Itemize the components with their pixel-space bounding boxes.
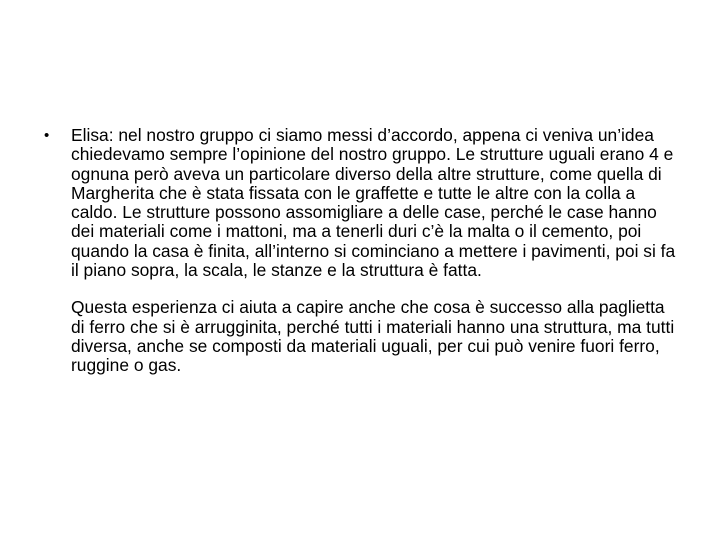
bullet-item <box>44 126 680 280</box>
bullet-icon: • <box>44 127 50 144</box>
paragraph-2: Questa esperienza ci aiuta a capire anche che cosa è successo alla paglietta di ferro che si è arrugginita, perché tutti i materiali hanno una struttura, ma tutti diversa, anche se composti da materiali uguali, per cui può venire fuori ferro, ruggine o gas. <box>71 297 675 376</box>
paragraph-1 <box>71 126 680 280</box>
speaker-separator: : <box>108 125 114 145</box>
speaker-name: Elisa <box>71 125 109 145</box>
slide-body <box>44 126 680 376</box>
paragraph-1-text: nel nostro gruppo ci siamo messi d’accordo, appena ci veniva un’idea chiedevamo sempre l’opinione del nostro gruppo. Le strutture uguali erano 4 e ognuna però aveva un particolare diverso della altre strutture, come quella di Margherita che è stata fissata con le graffette e tutte le altre con la colla a caldo. Le strutture possono assomigliare a delle case, perché le case hanno dei materiali come i mattoni, ma a tenerli duri c’è la malta o il cemento, poi quando la casa è finita, all’interno si cominciano a mettere i pavimenti, poi si fa il piano sopra, la scala, le stanze e la struttura è fatta. <box>71 125 676 281</box>
